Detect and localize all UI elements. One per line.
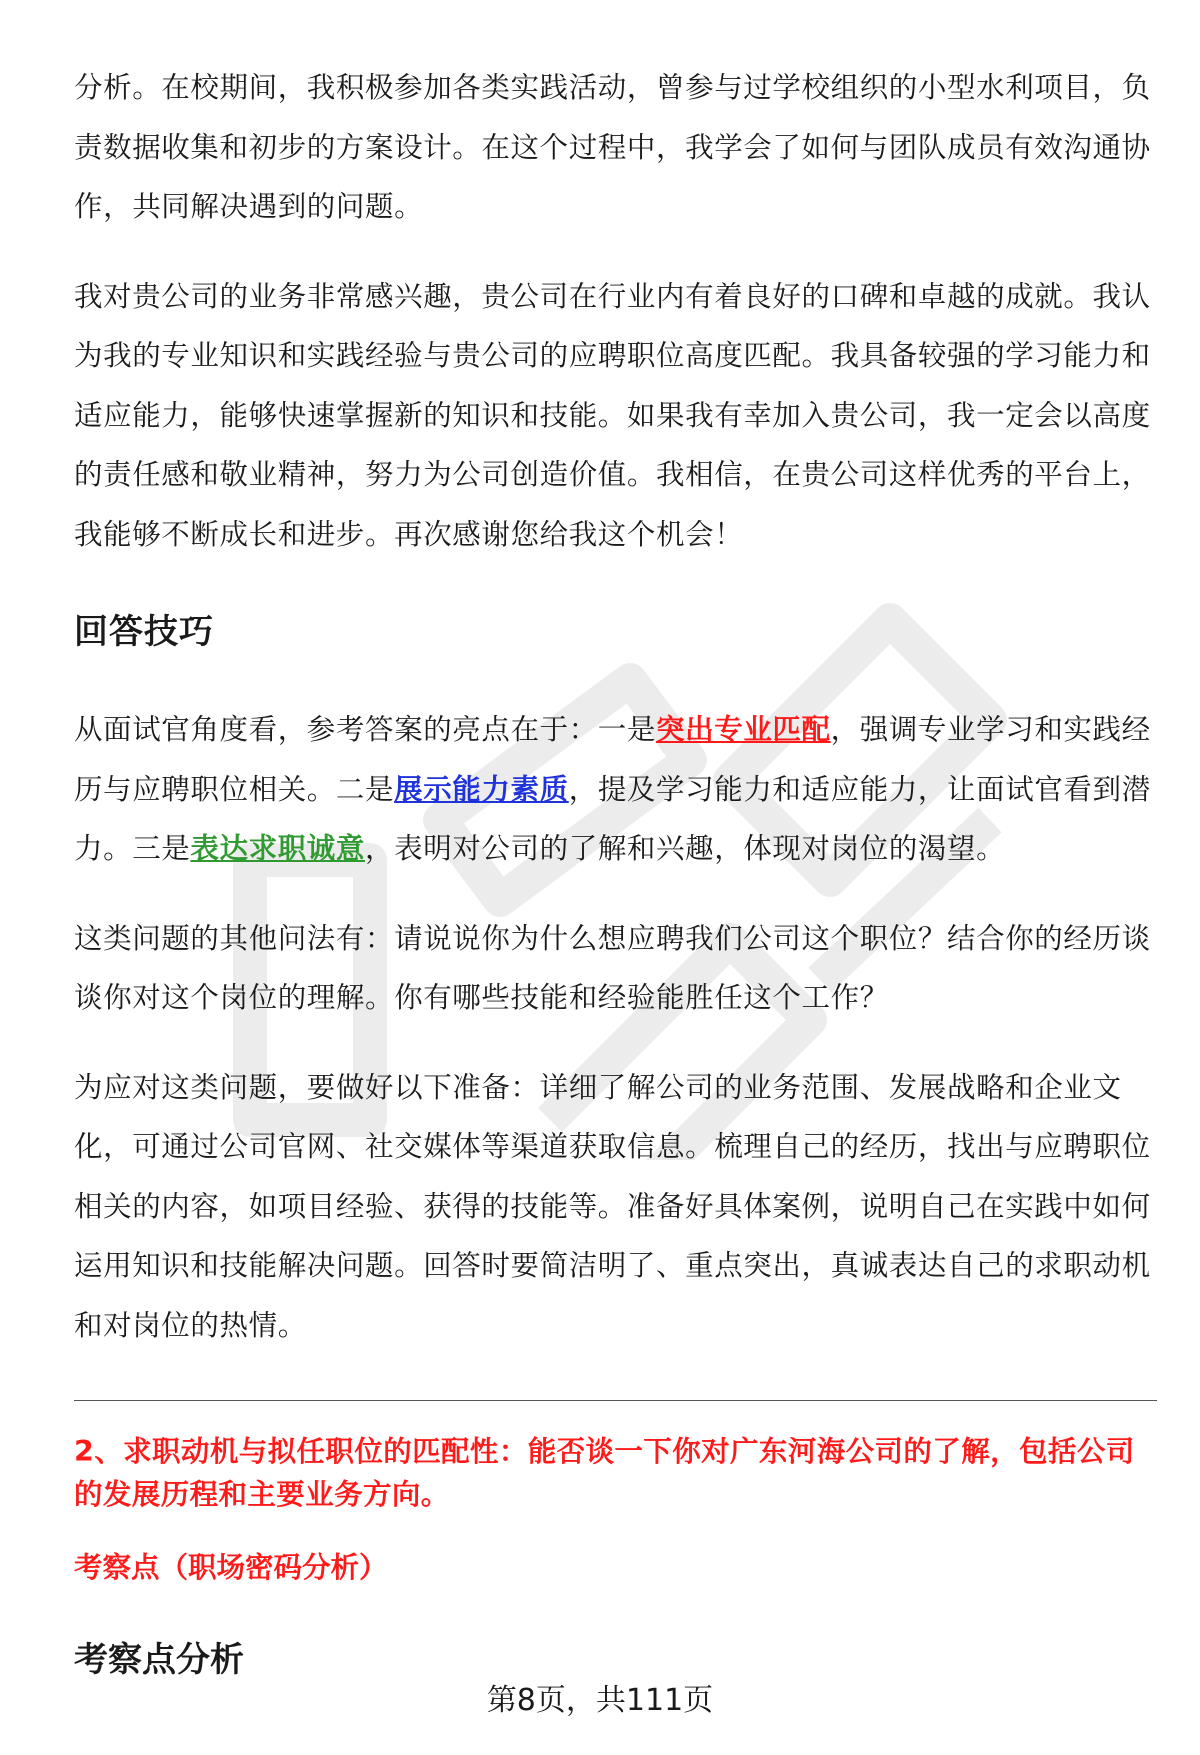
highlight-professional-match: 突出专业匹配 [656,713,831,746]
tips-paragraph-highlights [74,700,1154,879]
document-body [74,58,1154,1355]
page-number-footer: 第8页，共111页 [486,1683,714,1718]
highlight-job-sincerity: 表达求职诚意 [190,832,366,865]
highlight-ability-quality: 展示能力素质 [394,772,569,806]
section-heading-answer-tips: 回答技巧 [74,612,214,652]
tips-text-segment: ，表明对公司的了解和兴趣，体现对岗位的渴望。 [365,832,1006,865]
tips-text-segment: ，强调专业学习和实践经历与应聘职位相关。二是 [74,713,1151,806]
section-divider [74,1400,1157,1401]
exam-point-label: 考察点（职场密码分析） [74,1551,388,1584]
answer-paragraph-2: 我对贵公司的业务非常感兴趣，贵公司在行业内有着良好的口碑和卓越的成就。我认为我的专业知识和实践经验与贵公司的应聘职位高度匹配。我具备较强的学习能力和适应能力，能够快速掌握新的知识和技能。如果我有幸加入贵公司，我一定会以高度的责任感和敬业精神，努力为公司创造价值。我相信，在贵公司这样优秀的平台上，我能够不断成长和进步。再次感谢您给我这个机会！ [74,279,1151,551]
question-title: 2、求职动机与拟任职位的匹配性：能否谈一下你对广东河海公司的了解，包括公司的发展历程和主要业务方向。 [74,1435,1135,1511]
tips-paragraph-alt-questions: 这类问题的其他问法有：请说说你为什么想应聘我们公司这个职位？结合你的经历谈谈你对这个岗位的理解。你有哪些技能和经验能胜任这个工作？ [74,921,1151,1014]
tips-text-segment: 从面试官角度看，参考答案的亮点在于：一是 [74,713,657,746]
tips-paragraph-preparation: 为应对这类问题，要做好以下准备：详细了解公司的业务范围、发展战略和企业文化，可通过公司官网、社交媒体等渠道获取信息。梳理自己的经历，找出与应聘职位相关的内容，如项目经验、获得的技能等。准备好具体案例，说明自己在实践中如何运用知识和技能解决问题。回答时要简洁明了、重点突出，真诚表达自己的求职动机和对岗位的热情。 [74,1070,1151,1342]
analysis-heading: 考察点分析 [74,1640,244,1680]
tips-text-segment: ，提及学习能力和适应能力，让面试官看到潜力。三是 [74,772,1151,865]
answer-paragraph-1: 分析。在校期间，我积极参加各类实践活动，曾参与过学校组织的小型水利项目，负责数据收集和初步的方案设计。在这个过程中，我学会了如何与团队成员有效沟通协作，共同解决遇到的问题。 [74,71,1151,223]
